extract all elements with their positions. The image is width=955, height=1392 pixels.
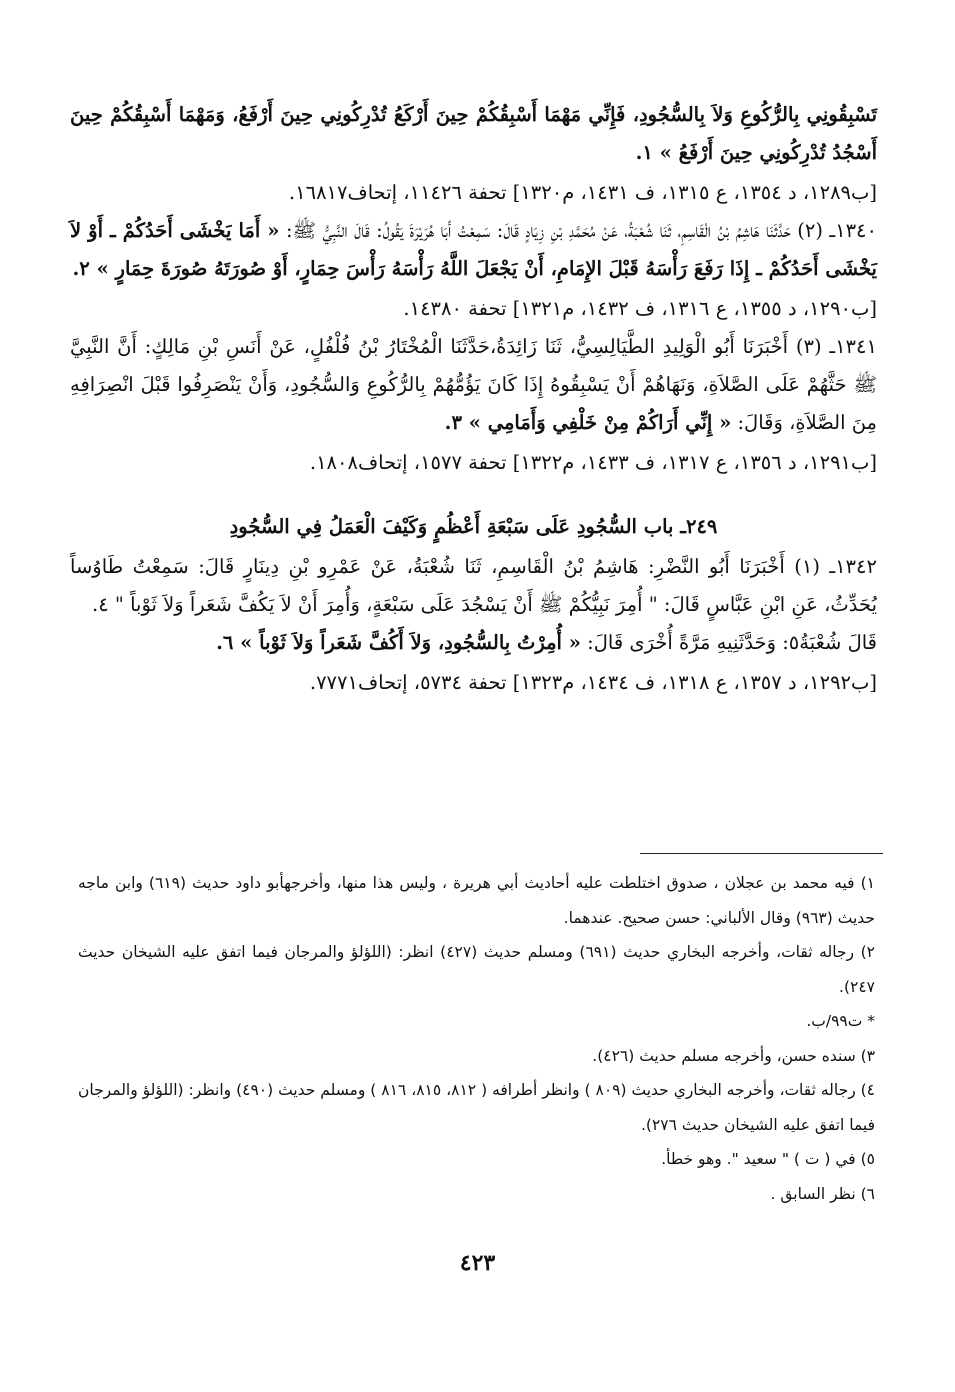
hadith-1340 bbox=[70, 212, 877, 288]
footnote: ٣) سنده حسن، وأخرجه مسلم حديث (٤٢٦). bbox=[592, 1046, 875, 1065]
hadith-isnad: ١٣٤٠ـ (٢) حَدَّثَنَا هَاشِمُ بْنُ الْقَاسِمِ، ثَنَا شُعْبَةُ، عَنْ مُحَمَّدِ بْنِ زِيَادٍ قَالَ: سَمِعْتُ أَبَا هُرَيْرَةَ يَقُولُ: قَالَ النَّبِيُّ ﷺ: bbox=[279, 219, 877, 242]
footnote: ٦) نظر السابق . bbox=[770, 1184, 875, 1203]
hadith-matn: « إِنِّي أَرَاكُمْ مِنْ خَلْفِي وَأَمَامِي » ٣. bbox=[444, 411, 732, 434]
footnote: * ت٩٩/ب. bbox=[806, 1012, 875, 1030]
chapter-heading: ٢٤٩ـ باب السُّجُودِ عَلَى سَبْعَةِ أَعْظُمٍ وَكَيْفَ الْعَمَلُ فِي السُّجُودِ bbox=[229, 515, 718, 538]
hadith-matn: « أُمِرْتُ بِالسُّجُودِ، وَلاَ أَكُفَّ شَعَراً وَلاَ ثَوْباً » ٦. bbox=[216, 631, 581, 654]
reference-line: [ب١٢٨٩، د ١٣٥٤، ع ١٣١٥، ف ١٤٣١، م١٣٢٠] تحفة ١١٤٢٦، إتحاف١٦٨١٧. bbox=[288, 181, 877, 204]
reference-line: [ب١٢٩١، د ١٣٥٦، ع ١٣١٧، ف ١٤٣٣، م١٣٢٢] تحفة ١٥٧٧، إتحاف١٨٠٨. bbox=[309, 451, 877, 474]
hadith-matn: « أَمَا يَخْشَى أَحَدُكُمْ ـ أَوْ لاَ يَخْشَى أَحَدُكُمْ ـ إِذَا رَفَعَ رَأْسَهُ قَبْلَ الإِمَامِ، أَنْ يَجْعَلَ اللَّهُ رَأْسَهُ رَأْسَ حِمَارٍ، أَوْ صُورَتَهُ صُورَةَ حِمَارٍ » ٢. bbox=[70, 219, 877, 280]
reference-line: [ب١٢٩٠، د ١٣٥٥، ع ١٣١٦، ف ١٤٣٢، م١٣٢١] تحفة ١٤٣٨٠. bbox=[403, 297, 877, 320]
footnote-separator bbox=[640, 853, 883, 854]
hadith-continuation: تَسْبِقُونِي بِالرُّكُوعِ وَلاَ بِالسُّجُودِ، فَإِنِّي مَهْمَا أَسْبِقُكُمْ حِينَ أَرْكَعُ تُدْرِكُونِي حِينَ أَرْفَعُ، وَمَهْمَا أَسْبِقُكُمْ حِينَ أَسْجُدُ تُدْرِكُونِي حِينَ أَرْفَعُ » ١. bbox=[70, 103, 877, 164]
hadith-1341 bbox=[70, 328, 877, 442]
page-number: ٤٢٣ bbox=[459, 1250, 496, 1276]
footnote: ٥) في ( ت ) " سعيد ". وهو خطأ. bbox=[661, 1150, 875, 1168]
main-text bbox=[70, 96, 877, 702]
footnote: ٢) رجاله ثقات، وأخرجه البخاري حديث (٦٩١) ومسلم حديث (٤٢٧) انظر: (اللؤلؤ والمرجان فيما اتفق عليه الشيخان حديث ٢٤٧). bbox=[78, 943, 875, 996]
hadith-1342: ١٣٤٢ـ (١) أَخْبَرَنَا أَبُو النَّضْرِ: هَاشِمُ بْنُ الْقَاسِمِ، ثَنَا شُعْبَةُ، عَنْ عَمْرِو بْنِ دِينَارٍ قَالَ: سَمِعْتُ طَاوُساً يُحَدِّثُ، عَنِ ابْنِ عَبَّاسٍ قَالَ: " أُمِرَ نَبِيُّكُمْ ﷺ أَنْ يَسْجُدَ عَلَى سَبْعَةٍ، وَأُمِرَ أَنْ لاَ يَكُفَّ شَعَراً وَلاَ ثَوْباً " ٤. bbox=[70, 555, 877, 616]
footnote: ١) فيه محمد بن عجلان ، صدوق اختلطت عليه أحاديث أبي هريرة ، وليس هذا منها، وأخرجهأبو داود حديث (٦١٩) وابن ماجه حديث (٩٦٣) وقال الألباني: حسن صحيح. عندهما. bbox=[78, 874, 875, 927]
footnote: ٤) رجاله ثقات، وأخرجه البخاري حديث (٨٠٩ ) وانظر أطرافه ( ٨١٢، ٨١٥، ٨١٦ ) ومسلم حديث (٤٩٠) وانظر: (اللؤلؤ والمرجان فيما اتفق عليه الشيخان حديث ٢٧٦). bbox=[78, 1081, 875, 1134]
hadith-isnad: قَالَ شُعْبَةُ٥: وَحَدَّثَنِيهِ مَرَّةً أُخْرَى قَالَ: bbox=[580, 631, 877, 654]
hadith-1342-variant bbox=[70, 624, 877, 662]
hadith-isnad: ١٣٤١ـ (٣) أَخْبَرَنَا أَبُو الْوَلِيدِ الطَّيَالِسِيُّ، ثَنَا زَائِدَةُ،حَدَّثَنَا الْمُخْتَارُ بْنُ فُلْفُلٍ، عَنْ أَنَسِ بْنِ مَالِكٍ: أَنَّ النَّبِيَّ ﷺ حَثَّهُمْ عَلَى الصَّلاَةِ، وَنَهَاهُمْ أَنْ يَسْبِقُوهُ إِذَا كَانَ يَؤُمُّهُمْ بِالرُّكُوعِ وَالسُّجُودِ، وَأَنْ يَنْصَرِفُوا قَبْلَ انْصِرَافِهِ مِنَ الصَّلاَةِ، وَقَالَ: bbox=[70, 335, 877, 434]
reference-line: [ب١٢٩٢، د ١٣٥٧، ع ١٣١٨، ف ١٤٣٤، م١٣٢٣] تحفة ٥٧٣٤، إتحاف٧٧٧١. bbox=[309, 671, 877, 694]
footnotes bbox=[78, 866, 875, 1211]
